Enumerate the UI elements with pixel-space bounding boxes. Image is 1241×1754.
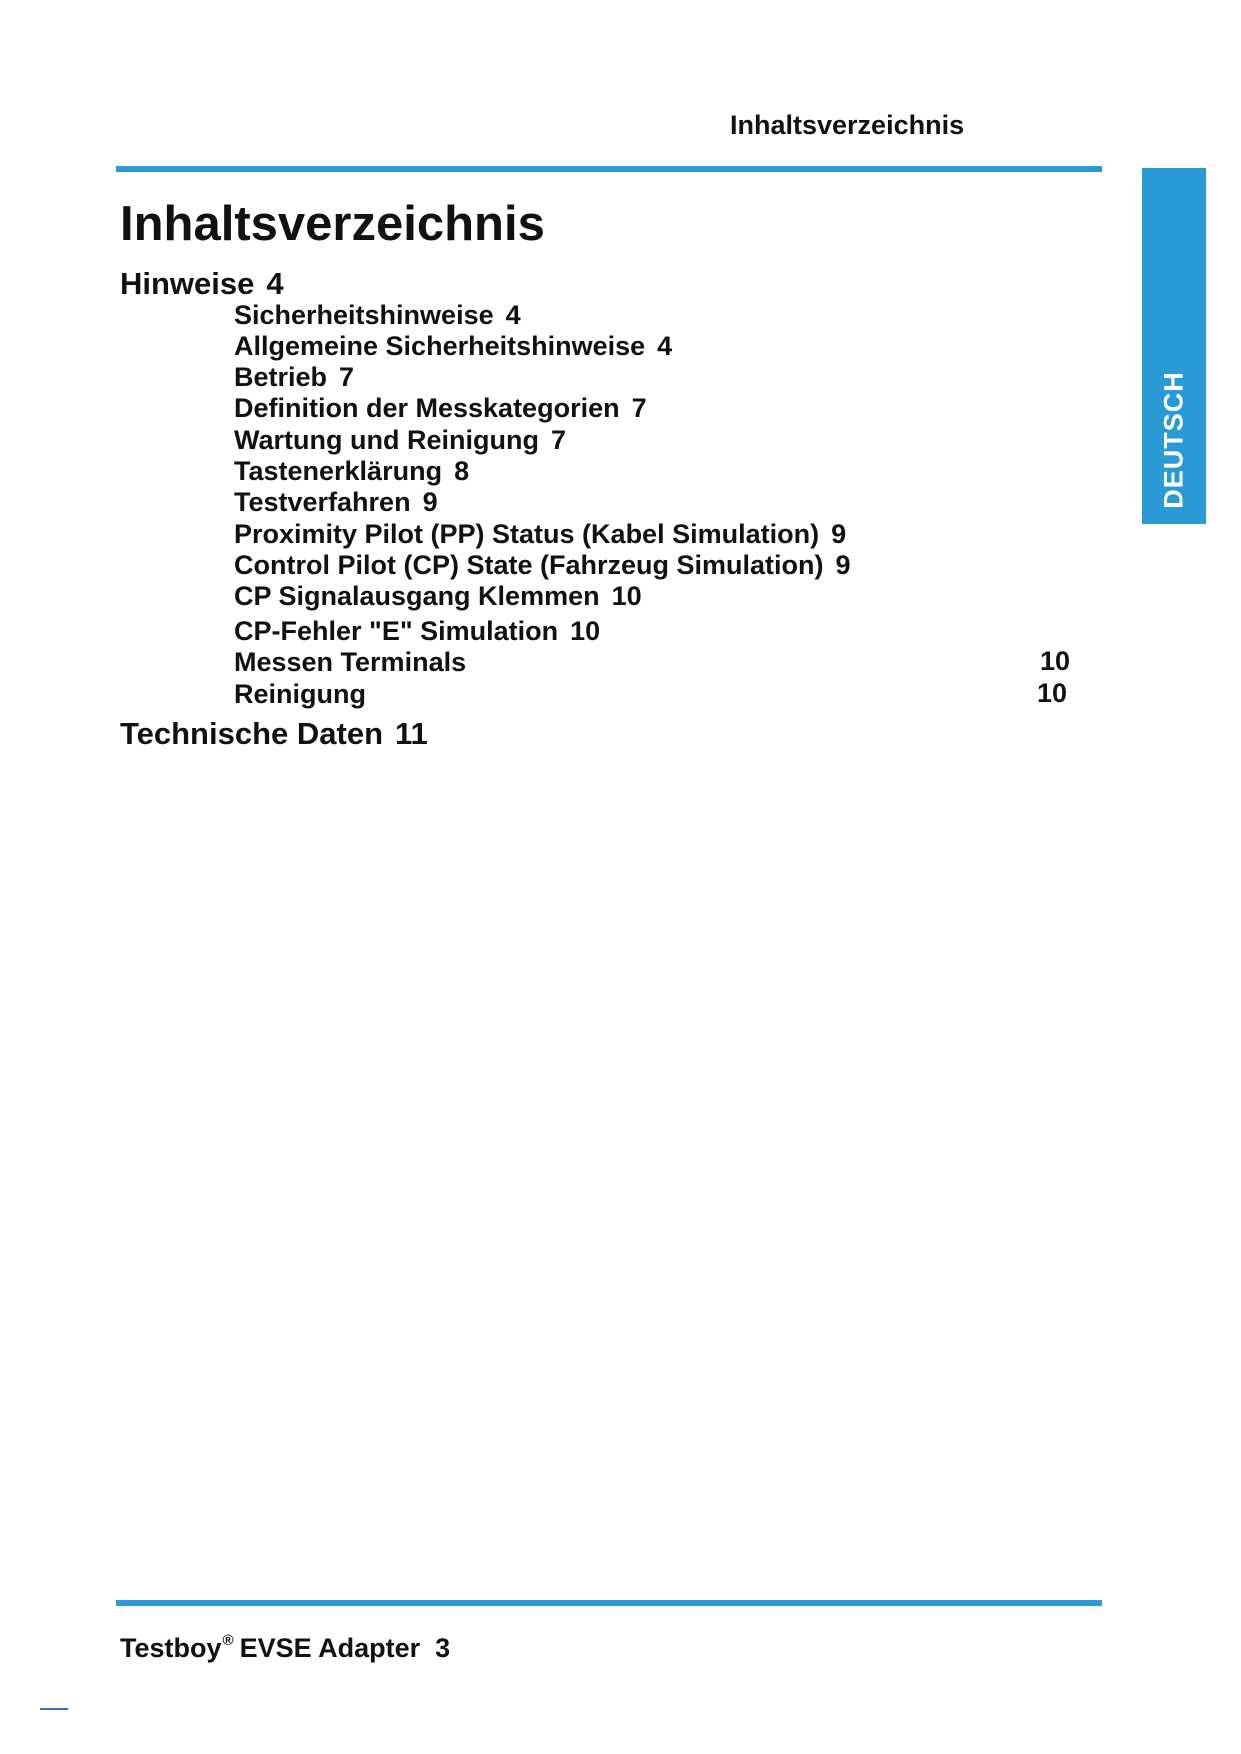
page-footer xyxy=(120,1632,450,1664)
footer-divider xyxy=(116,1600,1102,1606)
toc-entry-label: CP-Fehler "E" Simulation xyxy=(234,616,559,646)
toc-entry-wartung-und-reinigung[interactable] xyxy=(234,424,566,456)
toc-entry-label: Betrieb xyxy=(234,362,328,392)
toc-entry-cp-fehler[interactable] xyxy=(234,615,600,647)
toc-entry-tastenerklaerung[interactable] xyxy=(234,455,469,487)
toc-entry-sicherheitshinweise[interactable] xyxy=(234,299,521,331)
toc-entry-page: 4 xyxy=(657,331,673,361)
toc-entry-label: Messen Terminals xyxy=(234,647,467,677)
toc-entry-control-pilot[interactable] xyxy=(234,549,851,581)
corner-mark xyxy=(40,1708,68,1710)
toc-entry-label: Allgemeine Sicherheitshinweise xyxy=(234,331,646,361)
toc-entry-page: 11 xyxy=(395,716,428,751)
toc-entry-messen-terminals[interactable] xyxy=(234,646,466,678)
toc-entry-label: Wartung und Reinigung xyxy=(234,425,539,455)
toc-entry-allgemeine-sicherheitshinweise[interactable] xyxy=(234,330,672,362)
toc-entry-page: 9 xyxy=(422,487,438,517)
toc-entry-page: 9 xyxy=(835,550,851,580)
footer-product: EVSE Adapter xyxy=(239,1633,421,1663)
language-tab-label: DEUTSCH xyxy=(1158,371,1189,509)
toc-entry-label: Definition der Messkategorien xyxy=(234,393,620,423)
toc-entry-label: Tastenerklärung xyxy=(234,456,443,486)
toc-entry-label: Hinweise xyxy=(120,266,255,301)
toc-entry-label: CP Signalausgang Klemmen xyxy=(234,581,600,611)
toc-entry-label: Reinigung xyxy=(234,679,366,709)
toc-entry-reinigung[interactable] xyxy=(234,678,366,710)
toc-entry-label: Testverfahren xyxy=(234,487,411,517)
toc-entry-label: Proximity Pilot (PP) Status (Kabel Simulation) xyxy=(234,519,820,549)
toc-entry-testverfahren[interactable] xyxy=(234,486,438,518)
page-title: Inhaltsverzeichnis xyxy=(120,197,545,251)
toc-entry-page: 7 xyxy=(631,393,647,423)
toc-entry-page: 7 xyxy=(339,362,355,392)
toc-entry-page: 8 xyxy=(454,456,470,486)
toc-entry-page: 7 xyxy=(550,425,566,455)
toc-entry-label: Control Pilot (CP) State (Fahrzeug Simulation) xyxy=(234,550,824,580)
footer-brand: Testboy xyxy=(120,1633,222,1663)
registered-mark: ® xyxy=(222,1632,234,1649)
toc-entry-page: 10 xyxy=(1036,678,1067,708)
header-divider xyxy=(116,166,1102,172)
toc-entry-page: 9 xyxy=(831,519,847,549)
running-header: Inhaltsverzeichnis xyxy=(730,110,965,140)
toc-entry-page: 4 xyxy=(505,300,521,330)
toc-entry-page: 4 xyxy=(266,266,284,301)
footer-page-number: 3 xyxy=(435,1633,451,1663)
toc-entry-definition-der-messkategorien[interactable] xyxy=(234,392,647,424)
toc-entry-cp-signalausgang[interactable] xyxy=(234,580,642,612)
toc-entry-page: 10 xyxy=(611,581,642,611)
toc-entry-betrieb[interactable] xyxy=(234,361,354,393)
toc-entry-label: Technische Daten xyxy=(120,716,384,751)
toc-entry-page: 10 xyxy=(1039,646,1070,676)
toc-entry-technische-daten[interactable] xyxy=(120,715,428,752)
toc-entry-proximity-pilot[interactable] xyxy=(234,518,846,550)
toc-entry-hinweise[interactable] xyxy=(120,265,284,302)
toc-entry-page: 10 xyxy=(570,616,601,646)
toc-entry-label: Sicherheitshinweise xyxy=(234,300,494,330)
language-tab xyxy=(1142,168,1206,524)
